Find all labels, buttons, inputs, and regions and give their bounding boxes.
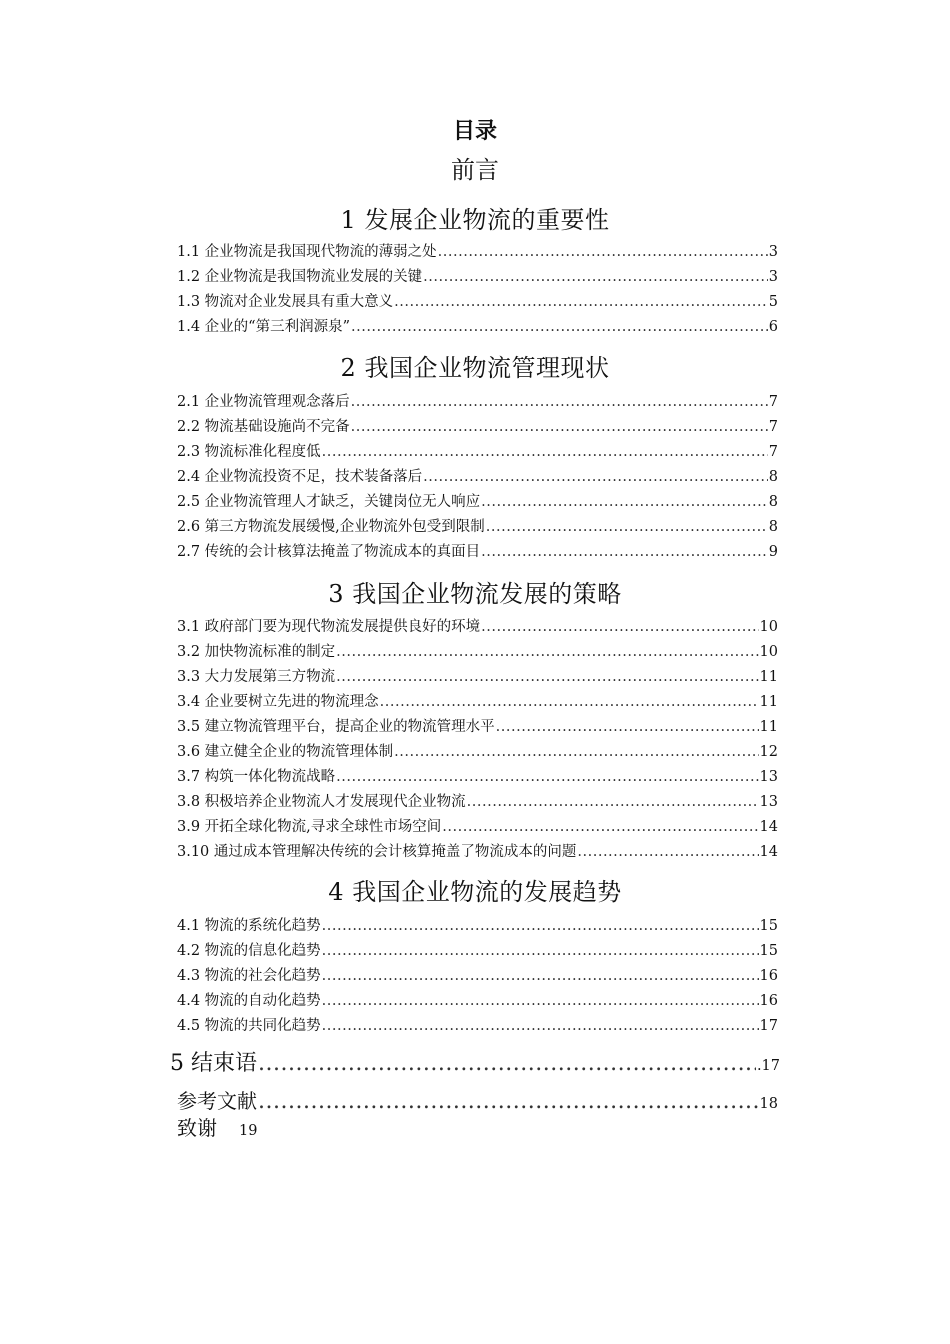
entry-page: 16 (759, 968, 778, 984)
entry-label: 3.7 构筑一体化物流战略 (177, 769, 336, 785)
toc-entry[interactable] (177, 767, 778, 787)
entry-page: 11 (759, 719, 778, 735)
entry-page: 7 (768, 419, 778, 435)
toc-entry[interactable] (177, 492, 778, 512)
entry-label: 3.5 建立物流管理平台，提高企业的物流管理水平 (177, 719, 495, 735)
chapter-4-title[interactable]: 4 我国企业物流的发展趋势 (328, 878, 622, 906)
leader-dots (481, 542, 768, 562)
toc-entry[interactable] (177, 242, 778, 262)
leader-dots (322, 916, 759, 936)
leader-dots (336, 667, 758, 687)
toc-entry[interactable] (177, 542, 778, 562)
entry-label: 4.5 物流的共同化趋势 (177, 1018, 321, 1034)
leader-dots (442, 817, 758, 837)
leader-dots (486, 517, 768, 537)
entry-page: 13 (759, 794, 778, 810)
chapter-1-title[interactable]: 1 发展企业物流的重要性 (340, 206, 610, 234)
leader-dots (380, 692, 759, 712)
entry-label: 2.5 企业物流管理人才缺乏，关键岗位无人响应 (177, 494, 481, 510)
acknowledgements-entry[interactable] (177, 1112, 257, 1141)
chapter-3-title[interactable]: 3 我国企业物流发展的策略 (328, 580, 622, 608)
entry-page: 10 (759, 644, 778, 660)
acknowledgements-page: 19 (239, 1123, 258, 1139)
toc-entry[interactable] (177, 617, 778, 637)
toc-entry[interactable] (177, 642, 778, 662)
toc-entry[interactable] (177, 667, 778, 687)
toc-entry[interactable] (177, 692, 778, 712)
leader-dots (322, 1016, 759, 1036)
toc-entry[interactable] (177, 1016, 778, 1036)
entry-page: 8 (768, 519, 778, 535)
toc-entry[interactable] (177, 467, 778, 487)
entry-page: 10 (759, 619, 778, 635)
toc-entry[interactable] (177, 517, 778, 537)
toc-entry[interactable] (177, 817, 778, 837)
entry-label: 3.6 建立健全企业的物流管理体制 (177, 744, 394, 760)
entry-page: 11 (759, 694, 778, 710)
leader-dots (351, 417, 768, 437)
entry-page: 13 (759, 769, 778, 785)
toc-entry[interactable] (177, 717, 778, 737)
entry-label: 2.7 传统的会计核算法掩盖了物流成本的真面目 (177, 544, 481, 560)
leader-dots (322, 941, 759, 961)
entry-label: 4.4 物流的自动化趋势 (177, 993, 321, 1009)
leader-dots (351, 317, 768, 337)
leader-dots (423, 467, 768, 487)
entry-label: 3.8 积极培养企业物流人才发展现代企业物流 (177, 794, 466, 810)
entry-label: 2.3 物流标准化程度低 (177, 444, 321, 460)
entry-label: 3.1 政府部门要为现代物流发展提供良好的环境 (177, 619, 481, 635)
references-entry[interactable] (177, 1087, 778, 1115)
toc-entry[interactable] (177, 842, 778, 862)
entry-page: 9 (768, 544, 778, 560)
leader-dots (322, 966, 759, 986)
toc-entry[interactable] (177, 991, 778, 1011)
entry-page: 17 (759, 1018, 778, 1034)
conclusion-entry[interactable] (170, 1050, 780, 1078)
entry-page: 11 (759, 669, 778, 685)
toc-entry[interactable] (177, 417, 778, 437)
leader-dots (336, 767, 758, 787)
toc-entry[interactable] (177, 792, 778, 812)
toc-entry[interactable] (177, 392, 778, 412)
entry-label: 2.1 企业物流管理观念落后 (177, 394, 350, 410)
leader-dots (258, 1088, 759, 1116)
entry-page: 15 (759, 943, 778, 959)
entry-page: 12 (759, 744, 778, 760)
toc-entry[interactable] (177, 292, 778, 312)
toc-entry[interactable] (177, 442, 778, 462)
entry-label: 1.4 企业的“第三利润源泉” (177, 319, 350, 335)
entry-label: 2.2 物流基础设施尚不完备 (177, 419, 350, 435)
toc-entry[interactable] (177, 317, 778, 337)
entry-label: 3.2 加快物流标准的制定 (177, 644, 336, 660)
toc-entry[interactable] (177, 941, 778, 961)
entry-page: 6 (768, 319, 778, 335)
entry-page: 8 (768, 469, 778, 485)
entry-label: 4.3 物流的社会化趋势 (177, 968, 321, 984)
entry-page: 7 (768, 394, 778, 410)
entry-label: 4.2 物流的信息化趋势 (177, 943, 321, 959)
leader-dots (394, 292, 768, 312)
entry-page: 8 (768, 494, 778, 510)
leader-dots (496, 717, 759, 737)
leader-dots (258, 1050, 756, 1078)
conclusion-page: .17 (756, 1058, 780, 1074)
entry-page: 15 (759, 918, 778, 934)
entry-label: 3.9 开拓全球化物流,寻求全球性市场空间 (177, 819, 442, 835)
entry-label: 1.3 物流对企业发展具有重大意义 (177, 294, 394, 310)
leader-dots (394, 742, 758, 762)
preface-heading[interactable]: 前言 (451, 156, 499, 184)
entry-page: 5 (768, 294, 778, 310)
conclusion-label: 5 结束语 (170, 1051, 257, 1076)
leader-dots (481, 617, 758, 637)
entry-page: 7 (768, 444, 778, 460)
leader-dots (423, 267, 768, 287)
toc-entry[interactable] (177, 267, 778, 287)
entry-label: 1.1 企业物流是我国现代物流的薄弱之处 (177, 244, 437, 260)
toc-entry[interactable] (177, 966, 778, 986)
toc-entry[interactable] (177, 742, 778, 762)
entry-page: 14 (759, 819, 778, 835)
leader-dots (438, 242, 768, 262)
entry-label: 2.6 第三方物流发展缓慢,企业物流外包受到限制 (177, 519, 485, 535)
chapter-2-title[interactable]: 2 我国企业物流管理现状 (340, 354, 610, 382)
entry-label: 3.4 企业要树立先进的物流理念 (177, 694, 379, 710)
leader-dots (467, 792, 759, 812)
leader-dots (336, 642, 758, 662)
leader-dots (322, 442, 768, 462)
leader-dots (481, 492, 768, 512)
references-label: 参考文献 (177, 1089, 257, 1113)
entry-label: 1.2 企业物流是我国物流业发展的关键 (177, 269, 423, 285)
entry-label: 3.3 大力发展第三方物流 (177, 669, 336, 685)
references-page: 18 (759, 1096, 778, 1112)
entry-page: 3 (768, 244, 778, 260)
leader-dots (351, 392, 768, 412)
toc-entry[interactable] (177, 916, 778, 936)
entry-page: 14 (759, 844, 778, 860)
leader-dots (577, 842, 758, 862)
entry-page: 16 (759, 993, 778, 1009)
entry-page: 3 (768, 269, 778, 285)
leader-dots (322, 991, 759, 1011)
entry-label: 4.1 物流的系统化趋势 (177, 918, 321, 934)
acknowledgements-label: 致谢 (177, 1116, 217, 1140)
toc-title: 目录 (452, 119, 497, 144)
entry-label: 2.4 企业物流投资不足，技术装备落后 (177, 469, 423, 485)
entry-label: 3.10 通过成本管理解决传统的会计核算掩盖了物流成本的问题 (177, 844, 577, 860)
